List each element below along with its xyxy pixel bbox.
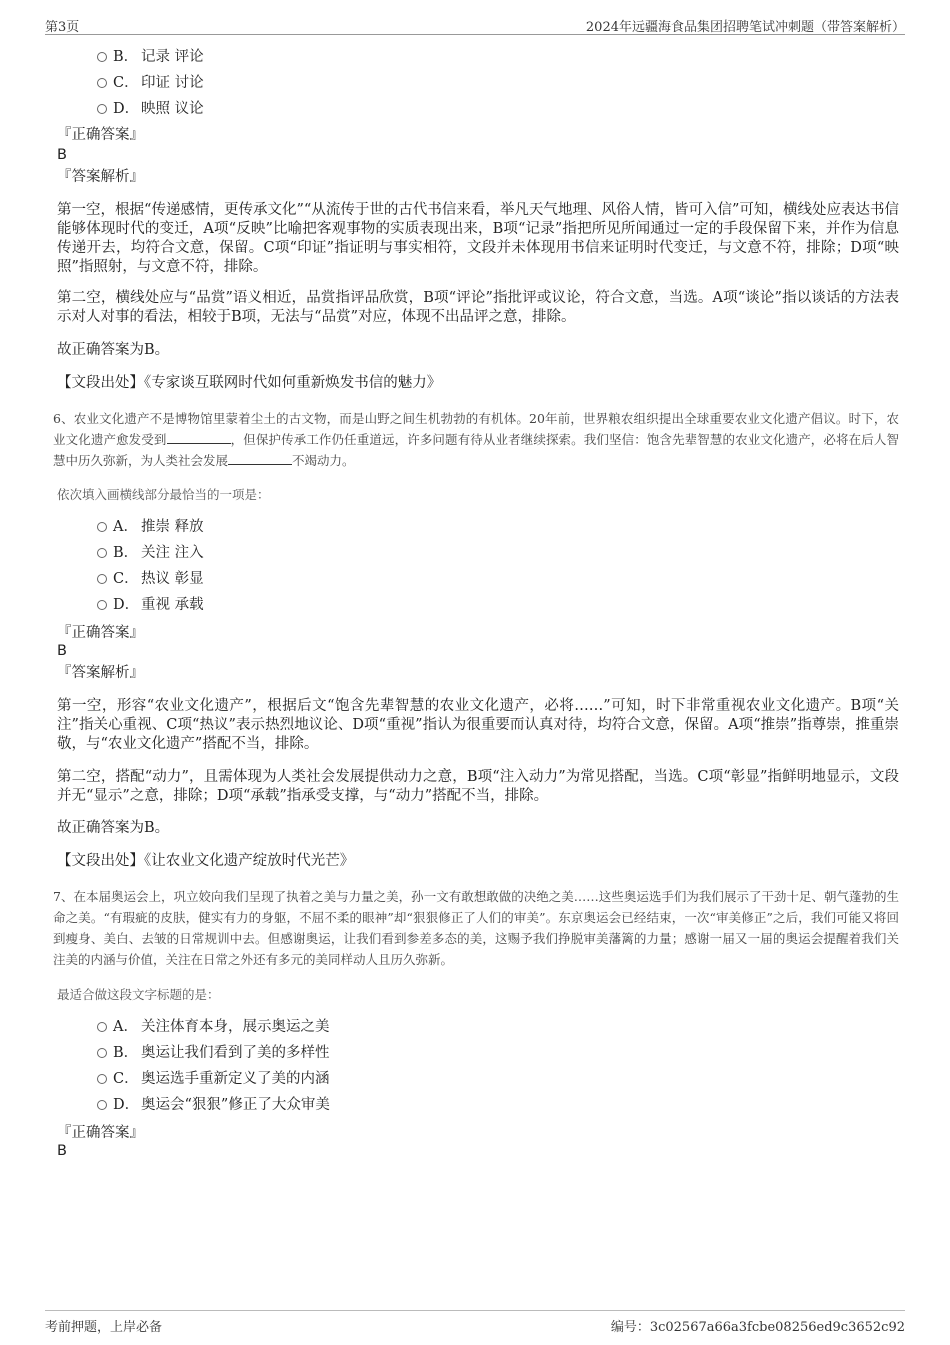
q7-stem: 7、在本届奥运会上，巩立姣向我们呈现了执着之美与力量之美，孙一文有敢想敢做的决绝之美……这些奥运选手们为我们展示了干劲十足、朝气蓬勃的生命之美。“有瑕疵的皮肤，健实有力的身躯，不屈不柔的眼神”却“狠狠修正了人们的审美”。东京奥运会已经结束，一次“审美修正”之后，我们可能又将回到瘦身、美白、去皱的日常规训中去。但感谢奥运，让我们看到参差多态的美，这赐予我们挣脱审美藩篱的力量；感谢一届又一届的奥运会提醒着我们关注美的内涵与价值，关注在日常之外还有多元的美同样动人且历久弥新。 (53, 889, 899, 967)
q5-option-c[interactable]: C． 印证 讨论 (97, 73, 204, 93)
blank-2 (228, 452, 292, 465)
radio-icon[interactable] (97, 600, 107, 610)
q5-answer: B (57, 147, 67, 163)
radio-icon[interactable] (97, 522, 107, 532)
q6-instruction: 依次填入画横线部分最恰当的一项是： (57, 487, 270, 502)
q5-analysis-paragraph-1: 第一空，根据“传递感情，更传承文化”“从流传于世的古代书信来看，举凡天气地理、风俗人情，皆可入信”可知，横线处应表达书信能够体现时代的变迁，A项“反映”比喻把客观事物的实质表现出来，B项“记录”指把所见所闻通过一定的手段保留下来，并作为信息传递开去，均符合文意，保留。C项“印证”指证明与事实相符，文段并未体现用书信来证明时代变迁，与文意不符，排除；D项“映照”指照射，与文意不符，排除。 (57, 202, 899, 275)
q5-analysis-paragraph-2: 第二空，横线处应与“品赏”语义相近，品赏指评品欣赏，B项“评论”指批评或议论，符合文意，当选。A项“谈论”指以谈话的方法表示对人对事的看法，相较于B项，无法与“品赏”对应，体现不出品评之意，排除。 (57, 290, 899, 325)
q6-answer-label: 『正确答案』 (57, 625, 144, 641)
page-footer (45, 1310, 905, 1335)
q6-option-a[interactable]: A． 推崇 释放 (97, 517, 204, 537)
q5-option-d[interactable]: D． 映照 议论 (97, 99, 204, 119)
q6-option-d[interactable]: D． 重视 承载 (97, 595, 204, 615)
q7-option-d[interactable]: D． 奥运会“狠狠”修正了大众审美 (97, 1095, 330, 1115)
q6-analysis-paragraph-1: 第一空，形容“农业文化遗产”，根据后文“饱含先辈智慧的农业文化遗产，必将……”可知，时下非常重视农业文化遗产。B项“关注”指关心重视、C项“热议”表示热烈地议论、D项“重视”指认为很重要而认真对待，均符合文意，保留。A项“推崇”指尊崇，推重崇敬，与“农业文化遗产”搭配不当，排除。 (57, 698, 899, 752)
q5-source: 【文段出处】《专家谈互联网时代如何重新焕发书信的魅力》 (57, 375, 442, 391)
q6-analysis-conclusion: 故正确答案为B。 (57, 820, 170, 836)
q5-answer-label: 『正确答案』 (57, 127, 144, 143)
q6-answer: B (57, 643, 67, 659)
radio-icon[interactable] (97, 1100, 107, 1110)
q7-option-a[interactable]: A． 关注体育本身，展示奥运之美 (97, 1017, 330, 1037)
q6-source: 【文段出处】《让农业文化遗产绽放时代光芒》 (57, 853, 355, 869)
document-code: 编号：3c02567a66a3fcbe08256ed9c3652c92 (610, 1320, 905, 1335)
radio-icon[interactable] (97, 52, 107, 62)
radio-icon[interactable] (97, 1048, 107, 1058)
q6-analysis-label: 『答案解析』 (57, 665, 144, 681)
q7-answer-label: 『正确答案』 (57, 1125, 144, 1141)
page-header (45, 12, 905, 35)
q7-option-b[interactable]: B． 奥运让我们看到了美的多样性 (97, 1043, 330, 1063)
document-title: 2024年远疆海食品集团招聘笔试冲刺题（带答案解析） (585, 20, 905, 35)
q7-answer: B (57, 1143, 67, 1159)
q6-option-b[interactable]: B． 关注 注入 (97, 543, 204, 563)
footer-slogan: 考前押题，上岸必备 (45, 1320, 163, 1335)
radio-icon[interactable] (97, 548, 107, 558)
q6-analysis-paragraph-2: 第二空，搭配“动力”，且需体现为人类社会发展提供动力之意，B项“注入动力”为常见搭配，当选。C项“彰显”指鲜明地显示，文段并无“显示”之意，排除；D项“承载”指承受支撑，与“动力”搭配不当，排除。 (57, 769, 899, 804)
q6-stem: 6、农业文化遗产不是博物馆里蒙着尘土的古文物，而是山野之间生机勃勃的有机体。20年前，世界粮农组织提出全球重要农业文化遗产倡议。时下，农业文化遗产愈发受到 ，但保护传承工作仍任重道远，许多问题有待从业者继续探索。我们坚信：饱含先辈智慧的农业文化遗产，必将在后人智慧中历久弥新，为人类社会发展 不竭动力。 (53, 411, 899, 468)
radio-icon[interactable] (97, 574, 107, 584)
q5-analysis-conclusion: 故正确答案为B。 (57, 342, 170, 358)
q6-option-c[interactable]: C． 热议 彰显 (97, 569, 204, 589)
q5-option-b[interactable]: B． 记录 评论 (97, 47, 204, 67)
radio-icon[interactable] (97, 104, 107, 114)
q7-option-c[interactable]: C． 奥运选手重新定义了美的内涵 (97, 1069, 330, 1089)
radio-icon[interactable] (97, 1074, 107, 1084)
q7-instruction: 最适合做这段文字标题的是： (57, 987, 220, 1002)
blank-1 (167, 431, 231, 444)
q5-analysis-label: 『答案解析』 (57, 169, 144, 185)
radio-icon[interactable] (97, 78, 107, 88)
radio-icon[interactable] (97, 1022, 107, 1032)
page-number: 第3页 (45, 20, 80, 35)
